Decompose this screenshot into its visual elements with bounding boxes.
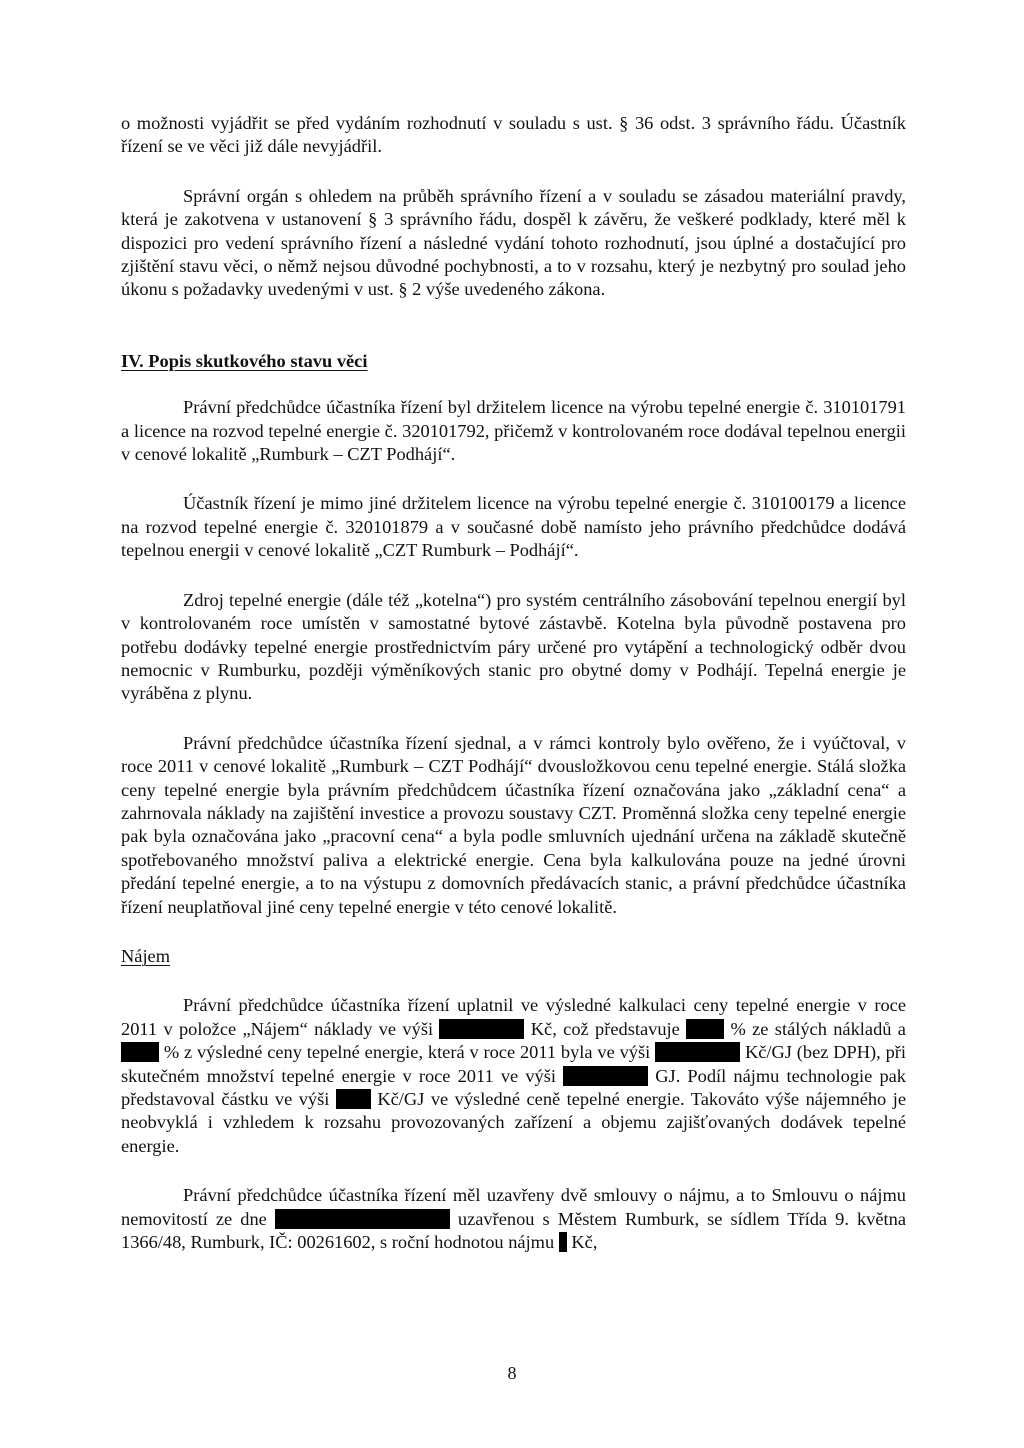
redaction-box: [559, 1232, 567, 1252]
redaction-box: [439, 1019, 524, 1039]
redaction-box: [275, 1209, 450, 1229]
paragraph-participant-licences: Účastník řízení je mimo jiné držitelem licence na výrobu tepelné energie č. 310100179 a licence na rozvod tepelné energie č. 320101879 a v současné době namísto jeho právního předchůdce dodává tepelnou energii v cenové lokalitě „CZT Rumburk – Podhájí“.: [121, 493, 906, 561]
redaction-box: [686, 1019, 724, 1039]
page-number: 8: [507, 1363, 517, 1383]
redaction-box: [563, 1066, 648, 1086]
section-heading: [121, 350, 906, 373]
paragraph-heat-source: Zdroj tepelné energie (dále též „kotelna“) pro systém centrálního zásobování tepelnou energií byl v kontrolovaném roce umístěn v samostatné bytové zástavbě. Kotelna byla původně postavena pro potřebu dodávky tepelné energie prostřednictvím páry určené pro vytápění a technologický odběr dvou nemocnic v Rumburku, později výměníkových stanic pro obytné domy v Podhájí. Tepelná energie je vyráběna z plynu.: [121, 589, 906, 704]
rent-text-7: Kč/GJ ve výsledné ceně tepelné energie. Takováto výše nájemného je neobvyklá i vzhledem k rozsahu provozovaných zařízení a objemu zajišťovaných dodávek tepelné energie.: [121, 1089, 906, 1156]
rent-text-5: Kč/GJ (bez DPH), při skutečném množství tepelné energie v roce 2011 ve výši: [121, 1042, 907, 1086]
paragraph-lease-contracts: [121, 1184, 906, 1254]
paragraph-two-component-price: Právní předchůdce účastníka řízení sjednal, a v rámci kontroly bylo ověřeno, že i vyúčtoval, v roce 2011 v cenové lokalitě „Rumburk – CZT Podhájí“ dvousložkovou cenu tepelné energie. Stálá složka ceny tepelné energie byla právním předchůdcem účastníka řízení označována jako „základní cena“ a zahrnovala náklady na zajištění investice a provozu soustavy CZT. Proměnná složka ceny tepelné energie pak byla označována jako „pracovní cena“ a byla podle smluvních ujednání určena na základě skutečně spotřebovaného množství paliva a elektrické energie. Cena byla kalkulována pouze na jedné úrovni předání tepelné energie, a to na výstupu z domovních předávacích stanic, a právní předchůdce účastníka řízení neuplatňoval jiné ceny tepelné energie v této cenové lokalitě.: [121, 732, 906, 917]
redaction-box: [655, 1042, 740, 1062]
rent-text-6: GJ. Podíl nájmu technologie pak představoval částku ve výši: [121, 1065, 906, 1109]
paragraph-material-truth: Správní orgán s ohledem na průběh správního řízení a v souladu se zásadou materiální pravdy, která je zakotvena v ustanovení § 3 správního řádu, dospěl k závěru, že veškeré podklady, které měl k dispozici pro vedení správního řízení a následné vydání tohoto rozhodnutí, jsou úplné a dostačující pro zjištění stavu věci, o němž nejsou důvodné pochybnosti, a to v rozsahu, který je nezbytný pro soulad jeho úkonu s požadavky uvedenými v ust. § 2 výše uvedeného zákona.: [121, 185, 906, 300]
subheading: [121, 945, 906, 968]
subheading-text: Nájem: [121, 945, 171, 966]
section-heading-text: IV. Popis skutkového stavu věci: [121, 350, 368, 371]
lease-text-1: Právní předchůdce účastníka řízení měl uzavřeny dvě smlouvy o nájmu, a to Smlouvu o nájmu nemovitostí ze dne: [121, 1185, 906, 1229]
rent-text-2: Kč, což představuje: [530, 1018, 680, 1039]
paragraph-predecessor-licences: Právní předchůdce účastníka řízení byl držitelem licence na výrobu tepelné energie č. 310101791 a licence na rozvod tepelné energie č. 320101792, přičemž v kontrolovaném roce dodával tepelnou energii v cenové lokalitě „Rumburk – CZT Podhájí“.: [121, 397, 906, 465]
lease-text-3: Kč,: [571, 1232, 598, 1253]
redaction-box: [336, 1089, 371, 1109]
lease-text-2: uzavřenou s Městem Rumburk, se sídlem Třída 9. května 1366/48, Rumburk, IČ: 00261602, s roční hodnotou nájmu: [121, 1208, 906, 1253]
paragraph-response-opportunity: o možnosti vyjádřit se před vydáním rozhodnutí v souladu s ust. § 36 odst. 3 správního řádu. Účastník řízení se ve věci již dále nevyjádřil.: [121, 113, 906, 157]
rent-text-1: Právní předchůdce účastníka řízení uplatnil ve výsledné kalkulaci ceny tepelné energie v roce 2011 v položce „Nájem“ náklady ve výši: [121, 995, 906, 1039]
paragraph-rent-costs: [121, 994, 906, 1158]
rent-text-4: % z výsledné ceny tepelné energie, která v roce 2011 byla ve výši: [163, 1042, 651, 1063]
rent-text-3: % ze stálých nákladů a: [730, 1018, 906, 1039]
redaction-box: [121, 1042, 159, 1062]
